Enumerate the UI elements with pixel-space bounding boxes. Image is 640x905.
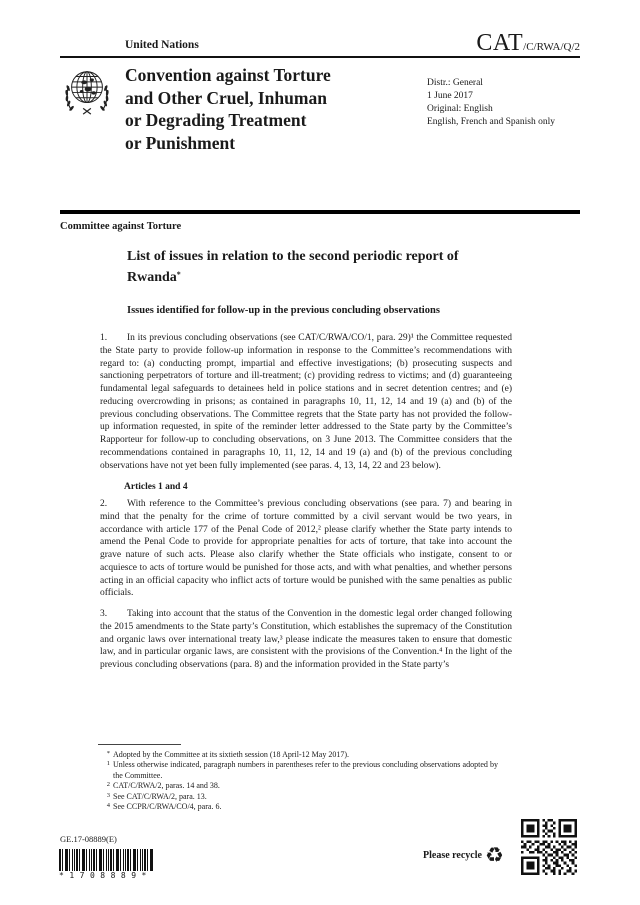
section-heading: Issues identified for follow-up in the previous concluding observations <box>127 305 440 316</box>
meta-original: Original: English <box>427 104 493 114</box>
footnote-marker: * <box>106 750 110 757</box>
barcode-text: *1708889* <box>59 871 152 880</box>
meta-distr: Distr.: General <box>427 78 483 88</box>
footnote-3 <box>98 792 498 802</box>
paragraph-2 <box>100 498 512 600</box>
meta-date: 1 June 2017 <box>427 91 473 101</box>
paragraph-number: 3. <box>100 609 108 619</box>
qr-code-icon <box>521 819 577 875</box>
paragraph-text: With reference to the Committee’s previous concluding observations (see para. 7) and bearing in mind that the penalty for the crime of torture committed by a civil servant would be two years, in accordance with article 177 of the Penal Code of 2012,² please clarify whether the State party intends to amend the Penal Code to provide for appropriate penalties for acts of torture, that take into account the grave nature of such acts. Please also clarify whether the State officials who instigate, consent to or acquiesce to acts of torture would be punished for those acts, and with what penalties, and whether persons acting in an official capacity who inflict acts of torture would be punished with the same penalties as public officials. <box>100 499 512 599</box>
document-title-line1: List of issues in relation to the second periodic report of <box>127 249 459 264</box>
footnote-marker: 4 <box>106 802 110 810</box>
barcode-icon <box>59 849 153 871</box>
title-footnote-marker: * <box>176 270 181 279</box>
paragraph-text: In its previous concluding observations (see CAT/C/RWA/CO/1, para. 29)¹ the Committee requested the State party to provide follow-up information in response to the Committee’s recommendations with regard to: (a) conducting prompt, impartial and effective investigations; (b) prosecuting suspects and sanctioning perpetrators of torture and ill-treatment; (c) providing redress to victims; and (d) guaranteeing fundamental legal safeguards to detainees held in police stations and in secret detention centres; and (e) reducing overcrowding in prisons; as contained in paragraphs 10, 11, 12, 14 and 19 (a) and (b) of the previous concluding observations. The Committee regrets that the State party has not provided the follow-up information requested, in spite of the reminder letter addressed to the State party by the Committee’s Rapporteur for follow-up to concluding observations, on 3 June 2013. The Committee considers that the recommendations contained in paragraphs 10, 11, 12, 14 and 19 (a) and (b) of the previous concluding observations have not yet been fully implemented (see paras. 4, 13, 14, 22 and 23 below). <box>100 333 512 471</box>
committee-heading: Committee against Torture <box>60 221 182 232</box>
footnote-asterisk <box>98 750 498 760</box>
document-body <box>100 332 512 680</box>
paragraph-number: 1. <box>100 333 108 343</box>
paragraph-text: Taking into account that the status of the Convention in the domestic legal order changed following the 2015 amendments to the State party’s Constitution, which establishes the supremacy of the Constitution and organic laws over international treaty law,³ please indicate the measures taken to ensure that domestic law, and in particular organic laws, are consistent with the provisions of the Convention.⁴ In the light of the previous concluding observations (para. 8) and the information provided in the State party’s <box>100 609 512 670</box>
document-title-line2: Rwanda <box>127 270 177 285</box>
meta-languages: English, French and Spanish only <box>427 117 555 127</box>
footnote-marker: 2 <box>106 781 110 789</box>
footnote-text: CAT/C/RWA/2, paras. 14 and 38. <box>113 781 220 791</box>
paragraph-number: 2. <box>100 499 108 509</box>
un-emblem-icon <box>60 63 114 119</box>
footnote-1 <box>98 760 498 781</box>
recycle-icon: ♻ <box>484 843 504 867</box>
footnote-4 <box>98 802 498 812</box>
doc-symbol-main: CAT <box>476 30 524 56</box>
footnote-marker: 1 <box>106 760 110 768</box>
recycle-label: Please recycle <box>423 850 482 861</box>
footnote-2 <box>98 781 498 791</box>
footnote-text: Unless otherwise indicated, paragraph numbers in parentheses refer to the previous concluding observations adopted by the Committee. <box>113 760 498 780</box>
convention-title <box>125 64 425 154</box>
convention-title-line: and Other Cruel, Inhuman <box>125 87 327 108</box>
paragraph-1 <box>100 332 512 472</box>
distribution-meta <box>427 77 577 129</box>
footnote-separator <box>98 744 181 745</box>
footnote-text: See CCPR/C/RWA/CO/4, para. 6. <box>113 802 222 812</box>
section-divider-bar <box>60 210 580 214</box>
header-rule <box>60 56 580 58</box>
articles-heading: Articles 1 and 4 <box>124 482 188 493</box>
org-label: United Nations <box>125 39 199 51</box>
convention-title-line: or Degrading Treatment <box>125 110 307 130</box>
footnote-marker: 3 <box>106 791 110 799</box>
recycle-notice <box>423 845 504 866</box>
convention-title-line: Convention against Torture <box>125 65 331 85</box>
footnotes <box>98 750 498 812</box>
document-title <box>127 248 507 287</box>
doc-symbol <box>476 30 580 57</box>
footnote-text: See CAT/C/RWA/2, para. 13. <box>113 791 207 801</box>
convention-title-line: or Punishment <box>125 132 236 153</box>
ge-number: GE.17-08889(E) <box>60 834 117 844</box>
doc-symbol-sub: /C/RWA/Q/2 <box>523 41 580 53</box>
footnote-text: Adopted by the Committee at its sixtieth session (18 April-12 May 2017). <box>113 750 349 759</box>
paragraph-3 <box>100 608 512 672</box>
